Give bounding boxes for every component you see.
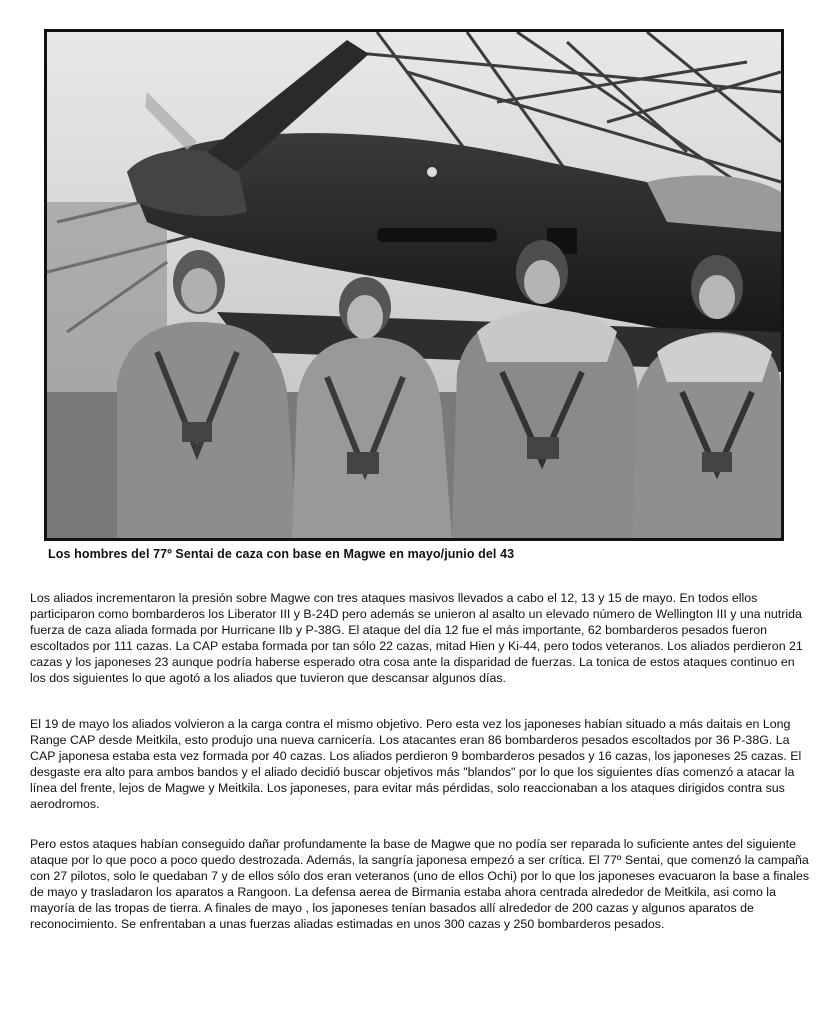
photo-frame xyxy=(44,29,784,541)
photo-caption: Los hombres del 77º Sentai de caza con base en Magwe en mayo/junio del 43 xyxy=(48,547,515,561)
photo-pilots-aircraft xyxy=(47,32,781,538)
paragraph-1: Los aliados incrementaron la presión sobre Magwe con tres ataques masivos llevados a cabo el 12, 13 y 15 de mayo. En todos ellos participaron como bombarderos los Liberator III y B-24D pero además se unieron al asalto un elevado número de Wellington III y una nutrida fuerza de caza aliada formada por Hurricane IIb y P-38G. El ataque del día 12 fue el más importante, 62 bombarderos pesados fueron escoltados por 111 cazas. La CAP estaba formada por tan sólo 22 cazas, mitad Hien y Ki-44, pero todos veteranos. Los aliados perdieron 21 cazas y los japoneses 23 aunque podría haberse esperado otra cosa ante la disparidad de fuerzas. La tonica de estos ataques continuo en los dos siguientes lo que agotó a los aliados que tuvieron que descansar algunos días. xyxy=(30,591,803,685)
paragraph-2: El 19 de mayo los aliados volvieron a la carga contra el mismo objetivo. Pero esta vez los japoneses habían situado a más daitais en Long Range CAP desde Meitkila, esto produjo una nueva carnicería. Los atacantes eran 86 bombarderos pesados escoltados por 36 P-38G. La CAP japonesa estaba esta vez formada por 40 cazas. Los aliados perdieron 9 bombarderos pesados y 16 cazas, los japoneses 25 cazas. El desgaste era alto para ambos bandos y el aliado decidió buscar objetivos más "blandos" por lo que los siguientes días comenzó a atacar la línea del frente, lejos de Magwe y Meitkila. Los japoneses, para evitar más pérdidas, solo reaccionaban a los ataques dirigidos contra sus aerodromos. xyxy=(30,717,802,811)
paragraph-3: Pero estos ataques habían conseguido dañar profundamente la base de Magwe que no podía ser reparada lo suficiente antes del siguiente ataque por lo que poco a poco quedo destrozada. Además, la sangría japonesa empezó a ser crítica. El 77º Sentai, que comenzó la campaña con 27 pilotos, solo le quedaban 7 y de ellos sólo dos eran veteranos (uno de ellos Ochi) por lo que los japoneses evacuaron la base a finales de mayo y trasladaron los aparatos a Rangoon. La defensa aerea de Birmania estaba ahora centrada alrededor de Meitkila, asi como la mayoría de las tropas de tierra. A finales de mayo , los japoneses tenían basados allí alrededor de 200 cazas y algunos aparatos de reconocimiento. Se enfrentaban a unas fuerzas aliadas estimadas en unos 300 cazas y 250 bombarderos pesados. xyxy=(30,837,810,931)
